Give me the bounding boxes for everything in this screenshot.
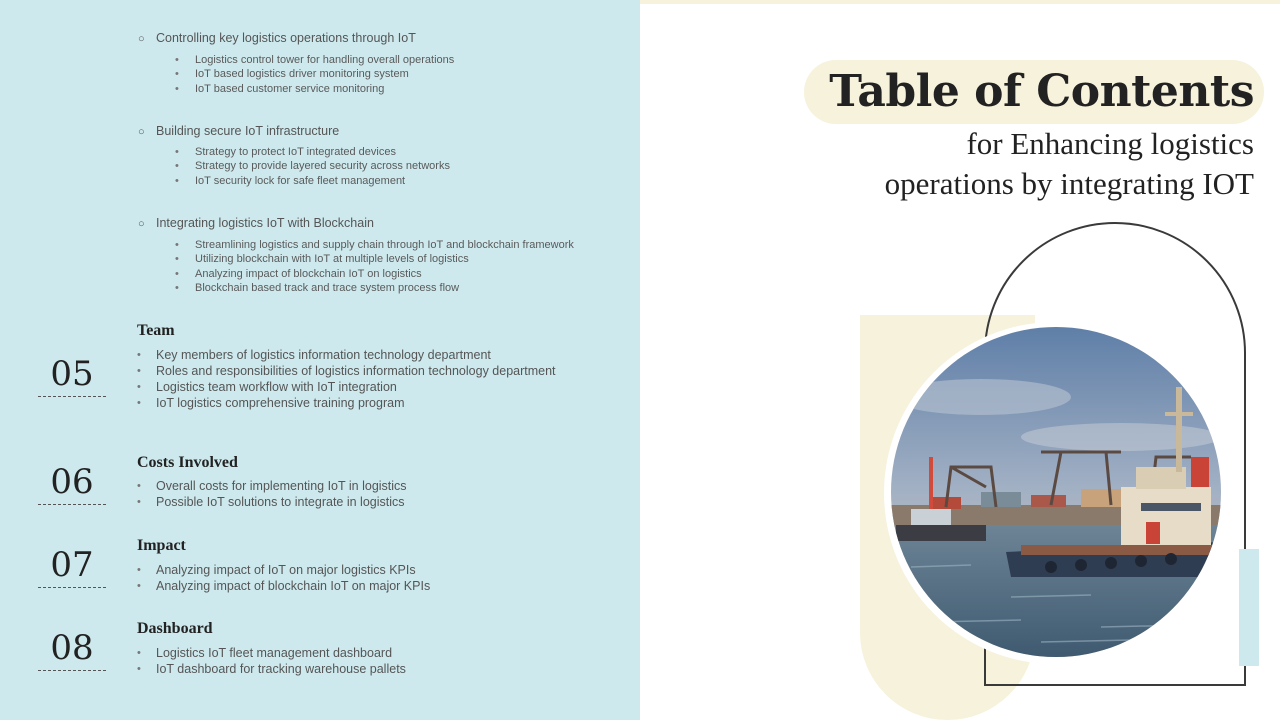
list-item: • IoT logistics comprehensive training program [137, 395, 556, 411]
list-item: • Utilizing blockchain with IoT at multiple levels of logistics [175, 252, 574, 266]
bullet-list [175, 53, 454, 96]
section-list [137, 347, 556, 411]
decor-blue-bar [1239, 549, 1259, 666]
section-list [137, 478, 407, 510]
list-item: • Logistics control tower for handling overall operations [175, 53, 454, 67]
list-item: • Strategy to provide layered security across networks [175, 159, 450, 173]
subtitle-line: operations by integrating IOT [884, 166, 1254, 201]
section-title: Team [137, 322, 175, 339]
list-item: • Analyzing impact of blockchain IoT on major KPIs [137, 578, 430, 594]
list-item: • Analyzing impact of blockchain IoT on logistics [175, 267, 574, 281]
list-item: • Blockchain based track and trace system process flow [175, 281, 574, 295]
list-item: • IoT based logistics driver monitoring system [175, 67, 454, 81]
section-title: Dashboard [137, 620, 213, 637]
section-number: 06 [38, 462, 106, 505]
page-title: Table of Contents [829, 66, 1254, 117]
circle-bullet-icon: ○ [138, 33, 145, 45]
harbor-tugboat-photo [891, 327, 1221, 657]
toc-subitem: ○ Integrating logistics IoT with Blockchain [138, 216, 374, 230]
list-item: • Strategy to protect IoT integrated devices [175, 145, 450, 159]
list-item: • IoT dashboard for tracking warehouse pallets [137, 661, 406, 677]
page-subtitle [885, 124, 1254, 204]
circle-bullet-icon: ○ [138, 126, 145, 138]
list-item: • Overall costs for implementing IoT in logistics [137, 478, 407, 494]
list-item: • Logistics team workflow with IoT integration [137, 379, 556, 395]
list-item: • Logistics IoT fleet management dashboard [137, 645, 406, 661]
toc-subitem: ○ Controlling key logistics operations through IoT [138, 31, 416, 45]
list-item: • Key members of logistics information technology department [137, 347, 556, 363]
top-accent-strip [640, 0, 1280, 4]
section-number: 05 [38, 354, 106, 397]
list-item: • Roles and responsibilities of logistics information technology department [137, 363, 556, 379]
section-list [137, 645, 406, 677]
section-list [137, 562, 430, 594]
toc-subitem: ○ Building secure IoT infrastructure [138, 124, 340, 138]
subtitle-line: for Enhancing logistics [966, 126, 1254, 161]
bullet-list [175, 145, 450, 188]
section-title: Costs Involved [137, 454, 238, 471]
bullet-list [175, 238, 574, 295]
section-number: 07 [38, 545, 106, 588]
list-item: • IoT security lock for safe fleet management [175, 174, 450, 188]
list-item: • IoT based customer service monitoring [175, 82, 454, 96]
list-item: • Analyzing impact of IoT on major logistics KPIs [137, 562, 430, 578]
list-item: • Possible IoT solutions to integrate in logistics [137, 494, 407, 510]
list-item: • Streamlining logistics and supply chain through IoT and blockchain framework [175, 238, 574, 252]
section-number: 08 [38, 628, 106, 671]
section-title: Impact [137, 537, 186, 554]
circle-bullet-icon: ○ [138, 218, 145, 230]
